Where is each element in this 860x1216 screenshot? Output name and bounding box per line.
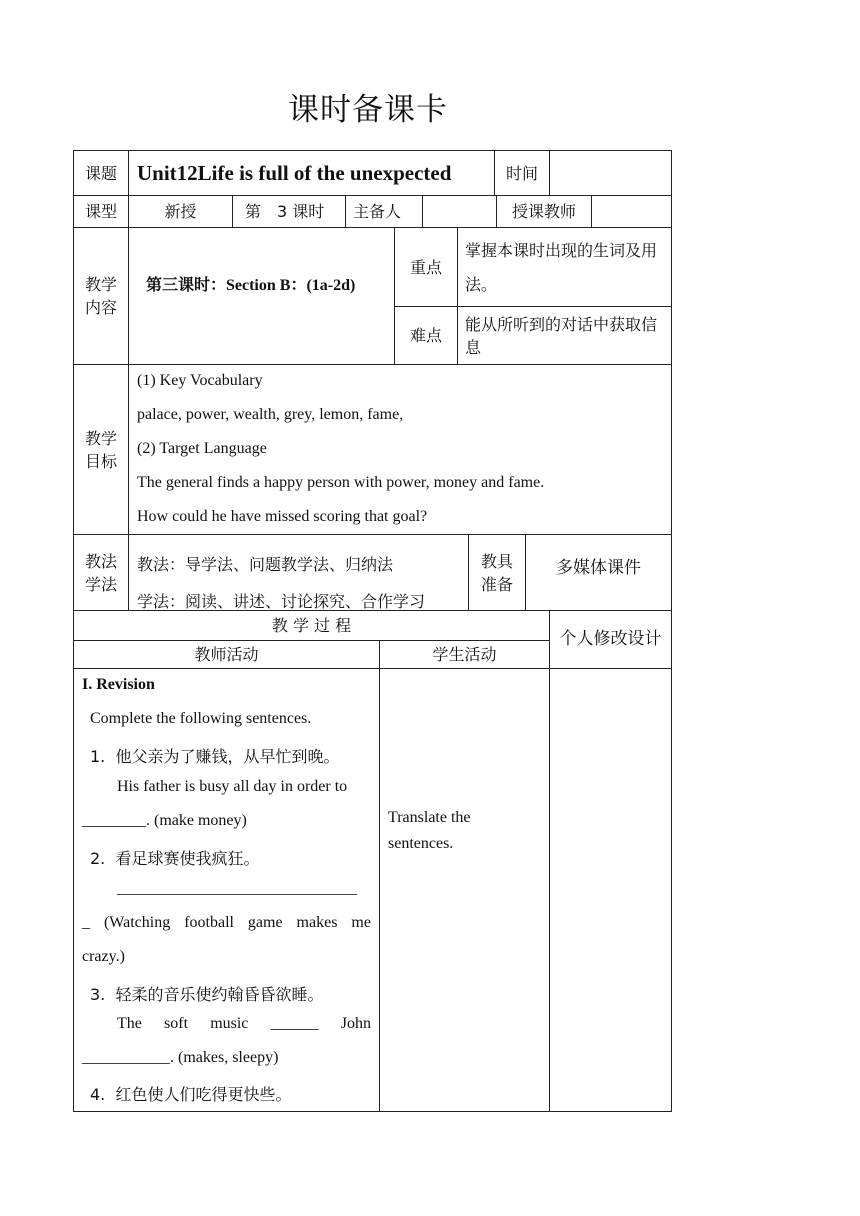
item1-en-b: ________. (make money) [82,812,247,829]
teacher-value [592,196,671,227]
topic-value: Unit12Life is full of the unexpected [137,160,452,185]
time-label: 时间 [505,163,538,183]
student-activity-header: 学生活动 [432,645,497,664]
item2-blank: ______________________________ [117,880,357,897]
item2-cn: 2. 看足球赛使我疯狂。 [90,849,260,868]
page-title: 课时备课卡 [288,92,448,128]
type-label: 课型 [84,202,117,221]
item3-cn: 3. 轻柔的音乐使约翰昏昏欲睡。 [90,985,324,1004]
teacher-activity-header: 教师活动 [194,645,259,664]
item3-en-b: ___________. (makes, sleepy) [82,1049,279,1066]
time-value [550,151,671,195]
item2-en-a: _ (Watching football game makes me [82,914,371,931]
process-header: 教 学 过 程 [271,616,352,635]
objectives-label: 教学目标 [84,428,117,471]
key-point-label: 重点 [409,257,442,277]
item2-en-b: crazy.) [82,948,125,965]
objective-line: (2) Target Language [137,440,267,457]
revision-intro: Complete the following sentences. [90,710,312,727]
difficulty-label: 难点 [409,326,442,345]
item3-en-a: The soft music ______ John [117,1015,371,1032]
content-value: 第三课时：Section B：(1a-2d) [146,277,356,294]
teacher-label: 授课教师 [511,202,576,221]
objective-line: (1) Key Vocabulary [137,372,263,389]
objective-line: How could he have missed scoring that goal? [137,508,428,525]
preparer-value [423,196,496,227]
methods-label: 教法学法 [84,551,117,594]
objective-line: The general finds a happy person with power, money and fame. [137,474,545,491]
tools-value: 多媒体课件 [556,557,641,578]
learning-method: 学法：阅读、讲述、讨论探究、合作学习 [137,592,426,611]
tools-label: 教具准备 [480,551,513,594]
teaching-method: 教法：导学法、问题教学法、归纳法 [137,555,394,574]
content-label: 教学内容 [84,275,117,317]
revision-heading: I. Revision [82,676,155,693]
lesson-number: 第 3 课时 [245,202,325,221]
item4-cn: 4. 红色使人们吃得更快些。 [90,1085,292,1104]
type-value: 新授 [164,202,197,221]
topic-label: 课题 [84,163,117,183]
difficulty-value: 能从所听到的对话中获取信息 [465,314,658,357]
personal-design-header: 个人修改设计 [559,629,662,649]
key-point-value: 掌握本课时出现的生词及用法。 [465,241,658,294]
student-task: Translate the sentences. [388,809,471,852]
item1-cn: 1. 他父亲为了赚钱，从早忙到晚。 [90,747,340,766]
item1-en-a: His father is busy all day in order to [117,778,348,795]
objective-line: palace, power, wealth, grey, lemon, fame, [137,406,404,423]
preparer-label: 主备人 [353,202,402,221]
